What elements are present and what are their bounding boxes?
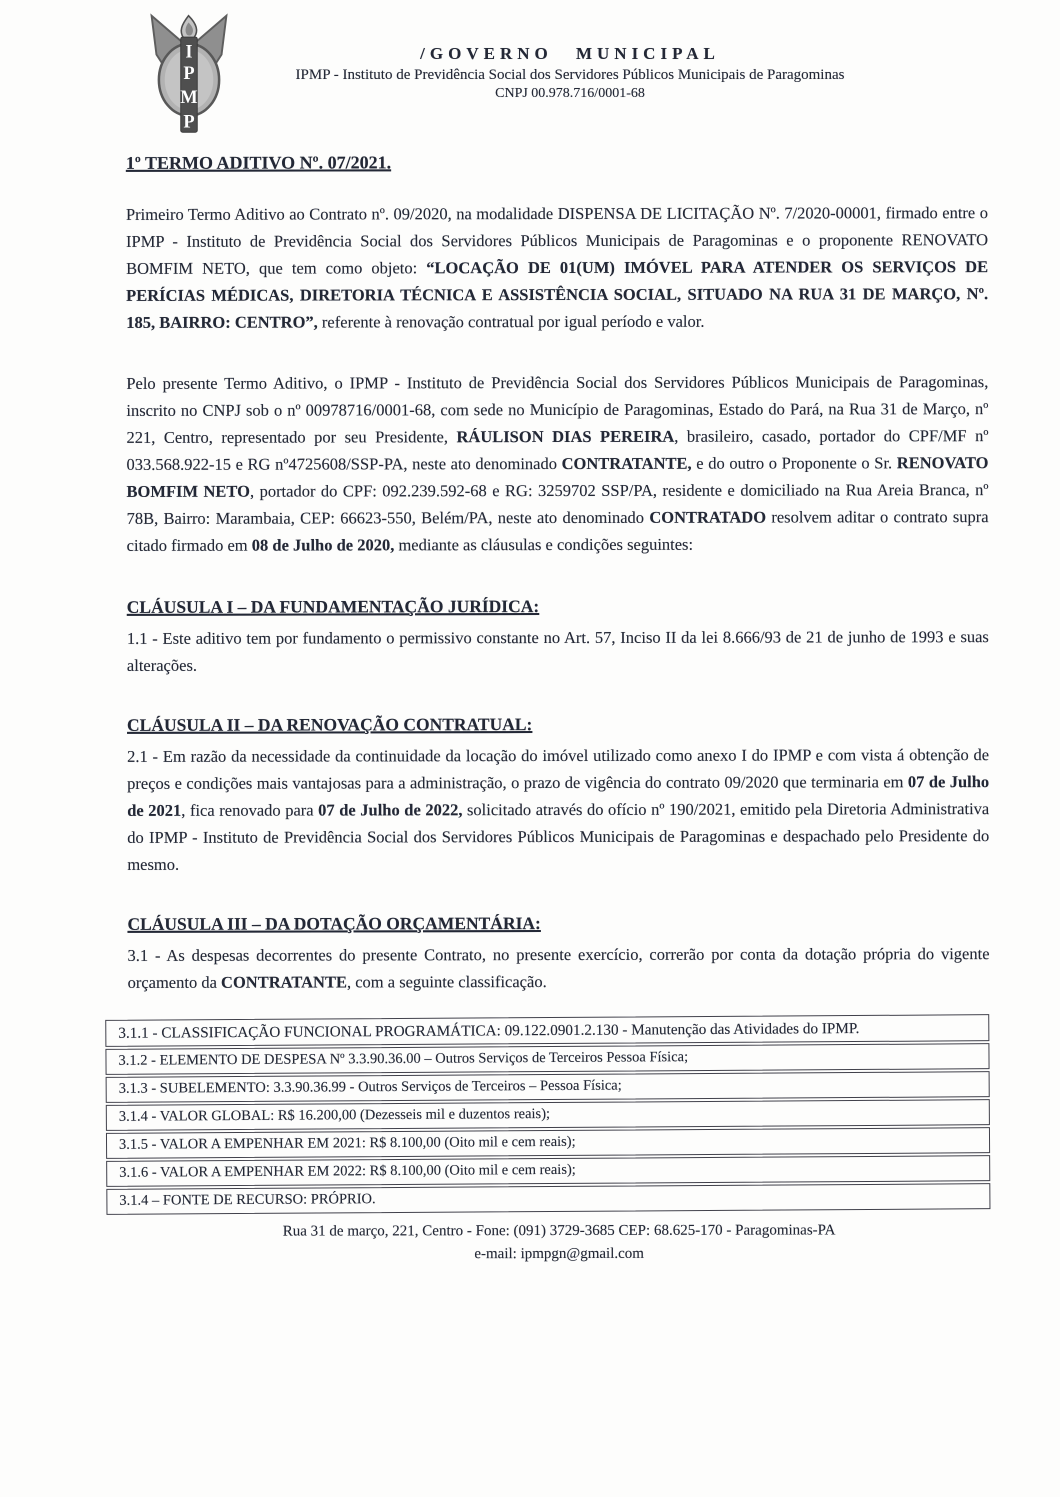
logo-letter: P: [183, 62, 195, 83]
institute-name: IPMP - Instituto de Previdência Social dos Servidores Públicos Municipais de Paragominas: [295, 67, 845, 83]
footer-address: Rua 31 de março, 221, Centro - Fone: (091) 3729-3685 CEP: 68.625-170 - Paragominas-PA: [282, 1222, 836, 1240]
text-segment: referente à renovação contratual por igual período e valor.: [317, 311, 705, 332]
text-segment: Primeiro Termo Aditivo ao Contrato nº. 09/2020, na modalidade DISPENSA DE LICITAÇÃO Nº. 7/2020-00001, firmado entre o IPMP - Instituto de Previdência Social dos Servidores Públicos Municipais de Paragominas e o proponente RENOVATO BOMFIM NETO, que tem como objeto:: [125, 203, 989, 278]
text-segment: resolvem aditar o contrato supra citado firmado em: [126, 507, 989, 555]
table-row: [106, 1183, 990, 1215]
text-segment: solicitado através do ofício nº 190/2021, emitido pela Diretoria Administrativa do IPMP - Instituto de Previdência Social dos Servidores Públicos Municipais de Paragominas e despachado pelo Presidente do mesmo.: [127, 799, 990, 874]
text-segment: 07 de Julho de 2022,: [318, 800, 463, 820]
text-segment: , com a seguinte classificação.: [346, 972, 547, 992]
document-title: 1º TERMO ADITIVO Nº. 07/2021.: [125, 152, 392, 173]
clause-2-heading: CLÁUSULA II – DA RENOVAÇÃO CONTRATUAL:: [127, 714, 533, 735]
text-segment: 2.1 - Em razão da necessidade da continuidade da locação do imóvel utilizado como anexo I do IPMP e com vista á obtenção de preços e condições mais vantajosas para a administração, o prazo de vigência do contrato 09/2020 que terminaria em: [127, 745, 990, 793]
clause-1-body: [127, 623, 989, 679]
text-segment: Pelo presente Termo Aditivo, o IPMP - Instituto de Previdência Social dos Servidores Públicos Municipais de Paragominas, inscrito no CNPJ sob o nº 00978716/0001-68, com sede no Município de Paragominas, Estado do Pará, na Rua 31 de Março, nº 221, Centro, representado por seu Presidente,: [126, 372, 989, 447]
ipmp-emblem-icon: [138, 12, 240, 136]
cnpj-line: CNPJ 00.978.716/0001-68: [495, 86, 645, 101]
intro-paragraph: [126, 199, 988, 336]
table-row: [106, 1099, 990, 1131]
text-segment: e do outro o Proponente o Sr.: [691, 453, 897, 473]
clause-3-heading: CLÁUSULA III – DA DOTAÇÃO ORÇAMENTÁRIA:: [127, 913, 541, 934]
preamble-paragraph: [126, 368, 988, 559]
table-row: [105, 1043, 989, 1075]
flame-icon: [181, 16, 196, 40]
table-row-text: 3.1.3 - SUBELEMENTO: 3.3.90.36.99 - Outros Serviços de Terceiros – Pessoa Física;: [118, 1077, 622, 1097]
text-segment: RENOVATO BOMFIM NETO: [126, 453, 989, 501]
text-segment: mediante as cláusulas e condições seguintes:: [394, 534, 694, 555]
table-row: [105, 1014, 989, 1047]
table-row-text: 3.1.6 - VALOR A EMPENHAR EM 2022: R$ 8.100,00 (Oito mil e cem reais);: [119, 1161, 576, 1181]
clause-2-body: [127, 741, 989, 878]
table-row-text: 3.1.2 - ELEMENTO DE DESPESA Nº 3.3.90.36.00 – Outros Serviços de Terceiros Pessoa Física;: [118, 1049, 689, 1069]
text-segment: 1.1 - Este aditivo tem por fundamento o permissivo constante no Art. 57, Inciso II da lei 8.666/93 de 21 de junho de 1993 e suas alterações.: [126, 627, 989, 675]
document-body: [118, 151, 990, 1267]
text-segment: “LOCAÇÃO DE 01(UM) IMÓVEL PARA ATENDER OS SERVIÇOS DE PERÍCIAS MÉDICAS, DIRETORIA TÉCNICA E ASSISTÊNCIA SOCIAL, SITUADO NA RUA 31 DE MARÇO, Nº. 185, BAIRRO: CENTRO”,: [126, 257, 989, 332]
table-row: [106, 1071, 990, 1103]
clause-3-body: [127, 940, 989, 996]
text-segment: CONTRATANTE,: [561, 453, 692, 473]
text-segment: , portador do CPF: 092.239.592-68 e RG: 3259702 SSP/PA, residente e domiciliado na Rua Areia Branca, nº 78B, Bairro: Marambaia, CEP: 66623-550, Belém/PA, neste ato denominado: [126, 480, 989, 528]
logo-letter: M: [180, 87, 198, 108]
text-segment: 08 de Julho de 2020,: [251, 535, 395, 555]
text-segment: CONTRATANTE: [221, 972, 347, 992]
table-row: [106, 1127, 990, 1159]
table-row-text: 3.1.1 - CLASSIFICAÇÃO FUNCIONAL PROGRAMÁTICA: 09.122.0901.2.130 - Manutenção das Atividades do IPMP.: [118, 1020, 860, 1042]
letterhead-text: [240, 44, 900, 102]
text-segment: CONTRATADO: [649, 507, 767, 527]
text-segment: , brasileiro, casado, portador do CPF/MF nº 033.568.922-15 e RG nº4725608/SSP-PA, neste ato denominado: [126, 426, 989, 474]
table-row-text: 3.1.4 - VALOR GLOBAL: R$ 16.200,00 (Dezesseis mil e duzentos reais);: [118, 1106, 551, 1125]
government-title: /GOVERNO MUNICIPAL: [420, 44, 720, 63]
logo-letter: I: [185, 41, 193, 62]
document-footer: [128, 1219, 990, 1267]
clause-1-heading: CLÁUSULA I – DA FUNDAMENTAÇÃO JURÍDICA:: [126, 596, 540, 617]
text-segment: RÁULISON DIAS PEREIRA: [456, 426, 675, 447]
table-row: [106, 1155, 990, 1187]
text-segment: 3.1 - As despesas decorrentes do presente Contrato, no presente exercício, correrão por conta da dotação própria do vigente orçamento da: [127, 944, 990, 992]
footer-email: e-mail: ipmpgn@gmail.com: [474, 1245, 644, 1263]
text-segment: , fica renovado para: [181, 800, 319, 820]
text-segment: 07 de Julho de 2021: [127, 772, 990, 820]
table-row-text: 3.1.4 – FONTE DE RECURSO: PRÓPRIO.: [119, 1191, 376, 1209]
dotation-table: [105, 1014, 990, 1215]
logo-letter: P: [183, 111, 195, 132]
table-row-text: 3.1.5 - VALOR A EMPENHAR EM 2021: R$ 8.100,00 (Oito mil e cem reais);: [118, 1133, 576, 1153]
